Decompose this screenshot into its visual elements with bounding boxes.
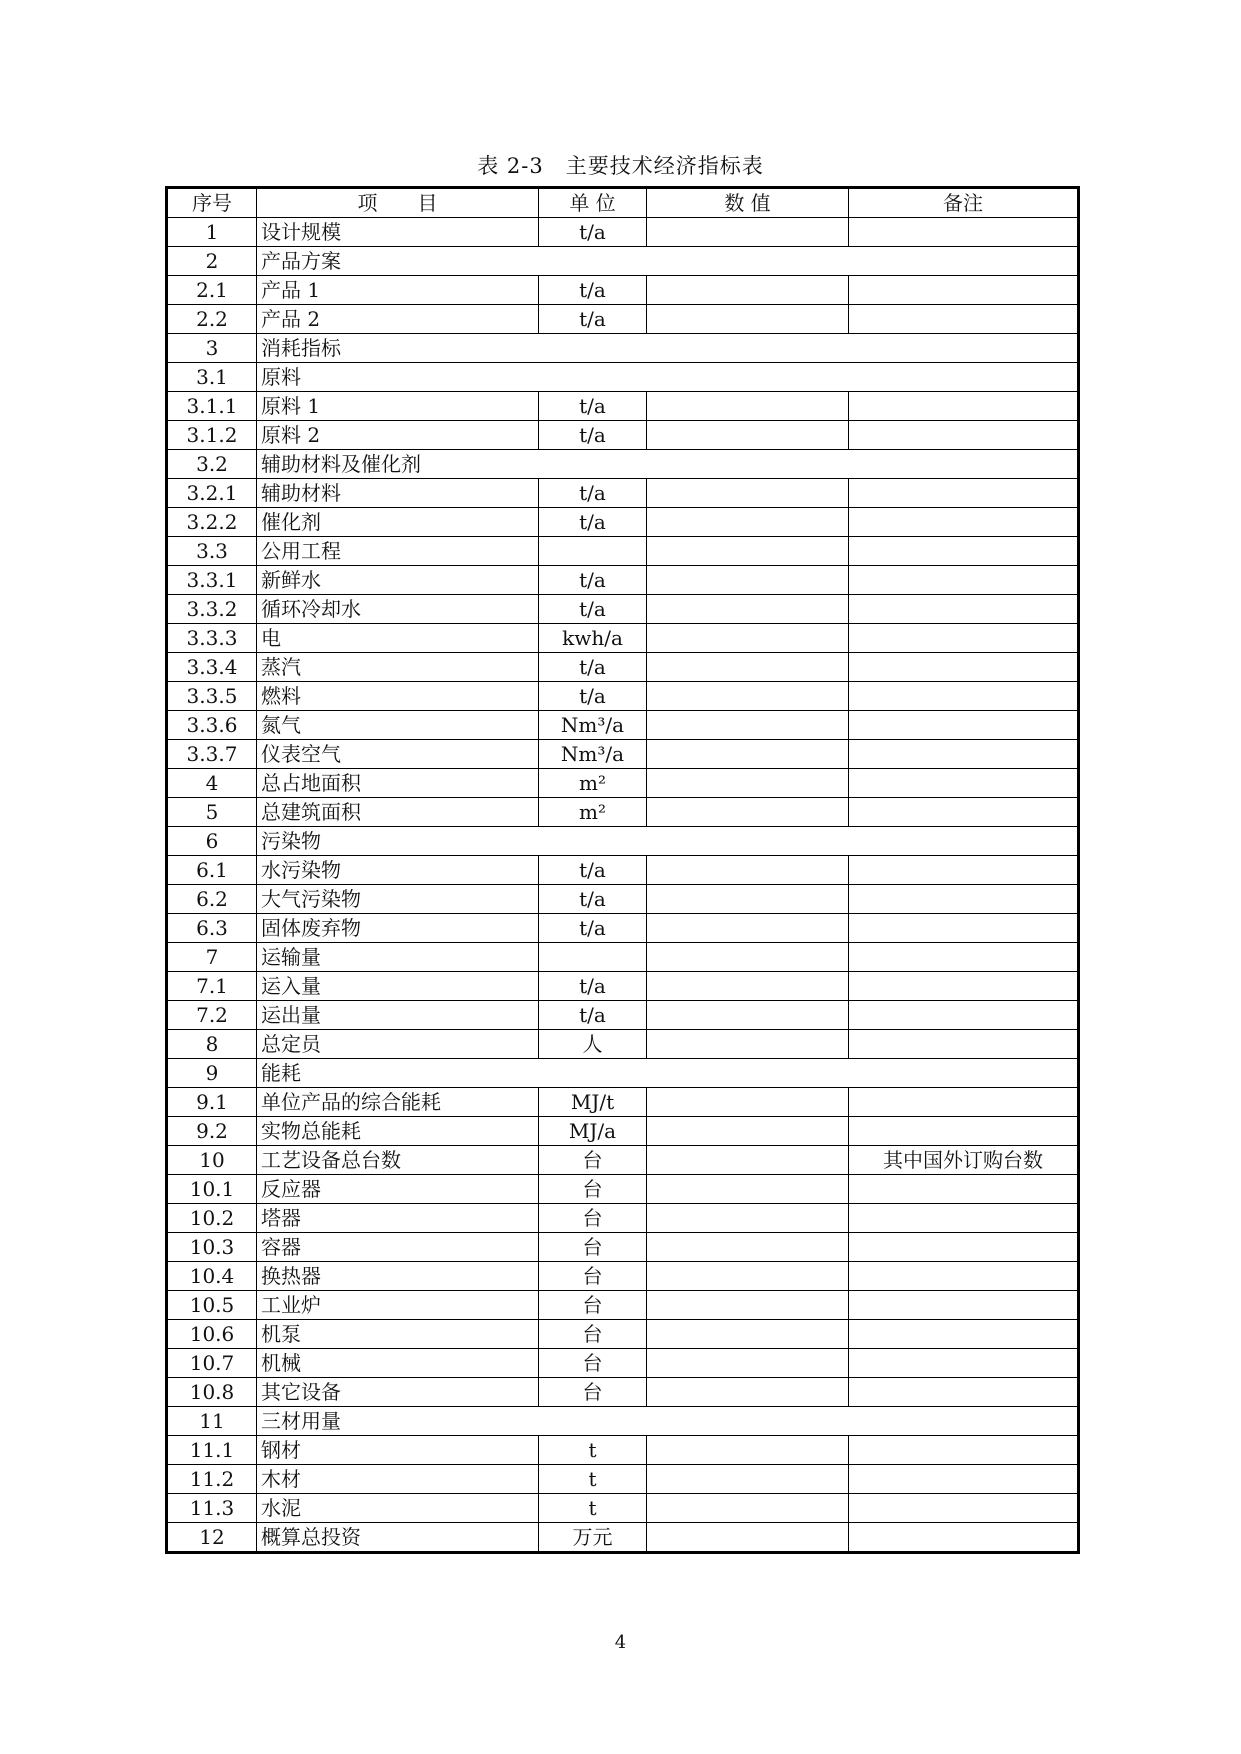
row-item: 固体废弃物 xyxy=(257,914,539,943)
row-note xyxy=(849,1291,1079,1320)
row-number: 3.3.1 xyxy=(167,566,257,595)
row-item: 单位产品的综合能耗 xyxy=(257,1088,539,1117)
row-number: 10.4 xyxy=(167,1262,257,1291)
table-row xyxy=(167,566,1079,595)
row-unit: t xyxy=(539,1436,647,1465)
row-number: 11.2 xyxy=(167,1465,257,1494)
row-note xyxy=(849,740,1079,769)
row-note xyxy=(849,1378,1079,1407)
row-note xyxy=(849,1001,1079,1030)
row-item: 循环冷却水 xyxy=(257,595,539,624)
row-item: 工业炉 xyxy=(257,1291,539,1320)
table-row xyxy=(167,450,1079,479)
row-value xyxy=(647,1494,849,1523)
row-unit: kwh/a xyxy=(539,624,647,653)
row-value xyxy=(647,1117,849,1146)
row-unit: MJ/a xyxy=(539,1117,647,1146)
table-row xyxy=(167,914,1079,943)
row-value xyxy=(647,537,849,566)
row-note xyxy=(849,508,1079,537)
row-number: 2.2 xyxy=(167,305,257,334)
row-value xyxy=(647,943,849,972)
row-number: 9.2 xyxy=(167,1117,257,1146)
row-value xyxy=(647,1320,849,1349)
row-unit: t/a xyxy=(539,914,647,943)
row-item: 水污染物 xyxy=(257,856,539,885)
row-value xyxy=(647,305,849,334)
table-title xyxy=(0,150,1241,180)
table-row xyxy=(167,711,1079,740)
row-value xyxy=(647,1349,849,1378)
row-item: 三材用量 xyxy=(257,1407,1079,1436)
row-item: 电 xyxy=(257,624,539,653)
row-note xyxy=(849,885,1079,914)
table-row xyxy=(167,363,1079,392)
row-number: 3.2.2 xyxy=(167,508,257,537)
row-item: 总占地面积 xyxy=(257,769,539,798)
row-number: 6.3 xyxy=(167,914,257,943)
row-value xyxy=(647,653,849,682)
row-unit: t/a xyxy=(539,479,647,508)
row-unit: t/a xyxy=(539,218,647,247)
row-unit: t/a xyxy=(539,392,647,421)
table-row xyxy=(167,653,1079,682)
header-item: 项 目 xyxy=(257,188,539,218)
header-note: 备注 xyxy=(849,188,1079,218)
row-number: 10.8 xyxy=(167,1378,257,1407)
table-row xyxy=(167,1175,1079,1204)
row-value xyxy=(647,972,849,1001)
row-item: 总定员 xyxy=(257,1030,539,1059)
row-number: 6.2 xyxy=(167,885,257,914)
row-item: 运入量 xyxy=(257,972,539,1001)
table-row xyxy=(167,1523,1079,1553)
row-number: 3.2 xyxy=(167,450,257,479)
row-note xyxy=(849,624,1079,653)
table-row xyxy=(167,479,1079,508)
row-note xyxy=(849,711,1079,740)
row-item: 消耗指标 xyxy=(257,334,1079,363)
row-note xyxy=(849,276,1079,305)
row-value xyxy=(647,1175,849,1204)
row-value xyxy=(647,1436,849,1465)
table-row xyxy=(167,1233,1079,1262)
row-value xyxy=(647,421,849,450)
row-number: 3.3.7 xyxy=(167,740,257,769)
table-row xyxy=(167,827,1079,856)
row-note xyxy=(849,421,1079,450)
row-note xyxy=(849,1088,1079,1117)
row-number: 5 xyxy=(167,798,257,827)
header-value: 数 值 xyxy=(647,188,849,218)
row-note: 其中国外订购台数 xyxy=(849,1146,1079,1175)
row-number: 3.3.2 xyxy=(167,595,257,624)
row-note xyxy=(849,682,1079,711)
row-unit: 台 xyxy=(539,1378,647,1407)
row-number: 3.3 xyxy=(167,537,257,566)
row-number: 10.2 xyxy=(167,1204,257,1233)
row-value xyxy=(647,276,849,305)
row-note xyxy=(849,392,1079,421)
table-row xyxy=(167,1001,1079,1030)
row-unit: t/a xyxy=(539,856,647,885)
row-value xyxy=(647,740,849,769)
row-note xyxy=(849,566,1079,595)
row-number: 10.6 xyxy=(167,1320,257,1349)
table-row xyxy=(167,1117,1079,1146)
row-item: 实物总能耗 xyxy=(257,1117,539,1146)
row-unit: t/a xyxy=(539,305,647,334)
row-item: 污染物 xyxy=(257,827,1079,856)
row-note xyxy=(849,798,1079,827)
table-row xyxy=(167,856,1079,885)
row-unit: 万元 xyxy=(539,1523,647,1553)
row-number: 3.1.2 xyxy=(167,421,257,450)
row-value xyxy=(647,1088,849,1117)
row-unit: t/a xyxy=(539,566,647,595)
table-row xyxy=(167,276,1079,305)
row-unit: 台 xyxy=(539,1146,647,1175)
table-header-row xyxy=(167,188,1079,218)
row-note xyxy=(849,595,1079,624)
row-note xyxy=(849,943,1079,972)
row-unit xyxy=(539,537,647,566)
table-row xyxy=(167,740,1079,769)
row-note xyxy=(849,1175,1079,1204)
row-value xyxy=(647,856,849,885)
row-unit: t/a xyxy=(539,972,647,1001)
row-item: 机泵 xyxy=(257,1320,539,1349)
row-value xyxy=(647,711,849,740)
row-value xyxy=(647,508,849,537)
row-item: 设计规模 xyxy=(257,218,539,247)
row-value xyxy=(647,479,849,508)
row-value xyxy=(647,1378,849,1407)
indicator-table xyxy=(165,186,1080,1554)
table-row xyxy=(167,769,1079,798)
row-number: 1 xyxy=(167,218,257,247)
row-unit: t/a xyxy=(539,653,647,682)
row-unit: Nm³/a xyxy=(539,711,647,740)
row-item: 其它设备 xyxy=(257,1378,539,1407)
row-unit: 台 xyxy=(539,1320,647,1349)
row-note xyxy=(849,1262,1079,1291)
row-number: 9.1 xyxy=(167,1088,257,1117)
table-row xyxy=(167,537,1079,566)
row-unit: MJ/t xyxy=(539,1088,647,1117)
row-item: 仪表空气 xyxy=(257,740,539,769)
row-item: 催化剂 xyxy=(257,508,539,537)
row-unit: t/a xyxy=(539,508,647,537)
table-row xyxy=(167,1262,1079,1291)
table-row xyxy=(167,218,1079,247)
table-row xyxy=(167,421,1079,450)
row-value xyxy=(647,914,849,943)
row-item: 氮气 xyxy=(257,711,539,740)
row-unit: t xyxy=(539,1465,647,1494)
row-unit: 台 xyxy=(539,1204,647,1233)
row-note xyxy=(849,1117,1079,1146)
row-number: 7.2 xyxy=(167,1001,257,1030)
row-item: 大气污染物 xyxy=(257,885,539,914)
table-row xyxy=(167,1465,1079,1494)
row-item: 公用工程 xyxy=(257,537,539,566)
row-item: 原料 1 xyxy=(257,392,539,421)
header-no: 序号 xyxy=(167,188,257,218)
row-note xyxy=(849,1436,1079,1465)
row-item: 产品方案 xyxy=(257,247,1079,276)
row-unit: m² xyxy=(539,769,647,798)
row-note xyxy=(849,1030,1079,1059)
table-row xyxy=(167,247,1079,276)
row-item: 产品 2 xyxy=(257,305,539,334)
row-number: 6 xyxy=(167,827,257,856)
row-item: 机械 xyxy=(257,1349,539,1378)
row-number: 2.1 xyxy=(167,276,257,305)
row-number: 3.2.1 xyxy=(167,479,257,508)
row-number: 3.1.1 xyxy=(167,392,257,421)
row-unit xyxy=(539,943,647,972)
row-item: 运输量 xyxy=(257,943,539,972)
row-number: 2 xyxy=(167,247,257,276)
row-item: 原料 2 xyxy=(257,421,539,450)
table-row xyxy=(167,305,1079,334)
row-number: 3.3.3 xyxy=(167,624,257,653)
row-number: 7.1 xyxy=(167,972,257,1001)
row-note xyxy=(849,479,1079,508)
row-item: 工艺设备总台数 xyxy=(257,1146,539,1175)
row-unit: t xyxy=(539,1494,647,1523)
row-number: 10.1 xyxy=(167,1175,257,1204)
row-unit: t/a xyxy=(539,276,647,305)
row-unit: t/a xyxy=(539,885,647,914)
table-row xyxy=(167,943,1079,972)
row-item: 辅助材料及催化剂 xyxy=(257,450,1079,479)
row-number: 11.3 xyxy=(167,1494,257,1523)
table-row xyxy=(167,508,1079,537)
row-note xyxy=(849,218,1079,247)
row-number: 9 xyxy=(167,1059,257,1088)
row-note xyxy=(849,856,1079,885)
row-note xyxy=(849,914,1079,943)
row-value xyxy=(647,1233,849,1262)
row-unit: m² xyxy=(539,798,647,827)
row-value xyxy=(647,1204,849,1233)
table-title-text: 主要技术经济指标表 xyxy=(565,154,764,178)
table-row xyxy=(167,1349,1079,1378)
table-row xyxy=(167,972,1079,1001)
row-value xyxy=(647,1146,849,1175)
row-note xyxy=(849,1233,1079,1262)
row-value xyxy=(647,682,849,711)
row-note xyxy=(849,1349,1079,1378)
table-row xyxy=(167,392,1079,421)
row-item: 燃料 xyxy=(257,682,539,711)
table-row xyxy=(167,1320,1079,1349)
row-value xyxy=(647,595,849,624)
row-value xyxy=(647,624,849,653)
row-number: 12 xyxy=(167,1523,257,1553)
row-number: 10 xyxy=(167,1146,257,1175)
table-row xyxy=(167,682,1079,711)
row-unit: Nm³/a xyxy=(539,740,647,769)
row-value xyxy=(647,1030,849,1059)
row-number: 7 xyxy=(167,943,257,972)
row-item: 产品 1 xyxy=(257,276,539,305)
row-unit: t/a xyxy=(539,595,647,624)
row-unit: 人 xyxy=(539,1030,647,1059)
table-row xyxy=(167,1291,1079,1320)
page-number: 4 xyxy=(614,1632,627,1653)
row-number: 4 xyxy=(167,769,257,798)
row-number: 11.1 xyxy=(167,1436,257,1465)
row-note xyxy=(849,1523,1079,1553)
row-note xyxy=(849,537,1079,566)
row-value xyxy=(647,769,849,798)
row-number: 10.3 xyxy=(167,1233,257,1262)
table-row xyxy=(167,595,1079,624)
row-unit: t/a xyxy=(539,682,647,711)
row-value xyxy=(647,392,849,421)
row-number: 3.3.4 xyxy=(167,653,257,682)
row-value xyxy=(647,1291,849,1320)
row-unit: 台 xyxy=(539,1175,647,1204)
table-row xyxy=(167,334,1079,363)
table-row xyxy=(167,1407,1079,1436)
table-row xyxy=(167,1059,1079,1088)
row-unit: 台 xyxy=(539,1262,647,1291)
row-value xyxy=(647,885,849,914)
table-row xyxy=(167,1378,1079,1407)
table-row xyxy=(167,1030,1079,1059)
row-item: 概算总投资 xyxy=(257,1523,539,1553)
row-item: 原料 xyxy=(257,363,1079,392)
row-note xyxy=(849,972,1079,1001)
row-item: 水泥 xyxy=(257,1494,539,1523)
row-item: 能耗 xyxy=(257,1059,1079,1088)
row-note xyxy=(849,1465,1079,1494)
row-unit: 台 xyxy=(539,1291,647,1320)
row-value xyxy=(647,1262,849,1291)
row-value xyxy=(647,1523,849,1553)
row-value xyxy=(647,798,849,827)
row-item: 木材 xyxy=(257,1465,539,1494)
row-unit: 台 xyxy=(539,1233,647,1262)
row-item: 换热器 xyxy=(257,1262,539,1291)
table-row xyxy=(167,885,1079,914)
row-value xyxy=(647,218,849,247)
table-number: 表 2-3 xyxy=(477,154,544,178)
row-item: 新鲜水 xyxy=(257,566,539,595)
row-number: 3.1 xyxy=(167,363,257,392)
table-row xyxy=(167,798,1079,827)
row-item: 总建筑面积 xyxy=(257,798,539,827)
row-item: 反应器 xyxy=(257,1175,539,1204)
row-note xyxy=(849,1494,1079,1523)
row-value xyxy=(647,1001,849,1030)
row-number: 11 xyxy=(167,1407,257,1436)
row-unit: t/a xyxy=(539,1001,647,1030)
table-row xyxy=(167,1204,1079,1233)
table-row xyxy=(167,1088,1079,1117)
row-item: 运出量 xyxy=(257,1001,539,1030)
row-item: 蒸汽 xyxy=(257,653,539,682)
row-item: 容器 xyxy=(257,1233,539,1262)
row-note xyxy=(849,1204,1079,1233)
row-number: 10.7 xyxy=(167,1349,257,1378)
row-unit: 台 xyxy=(539,1349,647,1378)
table-row xyxy=(167,1494,1079,1523)
row-item: 辅助材料 xyxy=(257,479,539,508)
row-value xyxy=(647,1465,849,1494)
header-unit: 单 位 xyxy=(539,188,647,218)
row-number: 6.1 xyxy=(167,856,257,885)
row-note xyxy=(849,769,1079,798)
table-row xyxy=(167,1146,1079,1175)
row-number: 3 xyxy=(167,334,257,363)
row-number: 3.3.5 xyxy=(167,682,257,711)
row-unit: t/a xyxy=(539,421,647,450)
row-item: 塔器 xyxy=(257,1204,539,1233)
row-number: 3.3.6 xyxy=(167,711,257,740)
row-note xyxy=(849,1320,1079,1349)
row-number: 8 xyxy=(167,1030,257,1059)
table-row xyxy=(167,1436,1079,1465)
row-item: 钢材 xyxy=(257,1436,539,1465)
row-note xyxy=(849,653,1079,682)
row-value xyxy=(647,566,849,595)
row-number: 10.5 xyxy=(167,1291,257,1320)
row-note xyxy=(849,305,1079,334)
table-row xyxy=(167,624,1079,653)
